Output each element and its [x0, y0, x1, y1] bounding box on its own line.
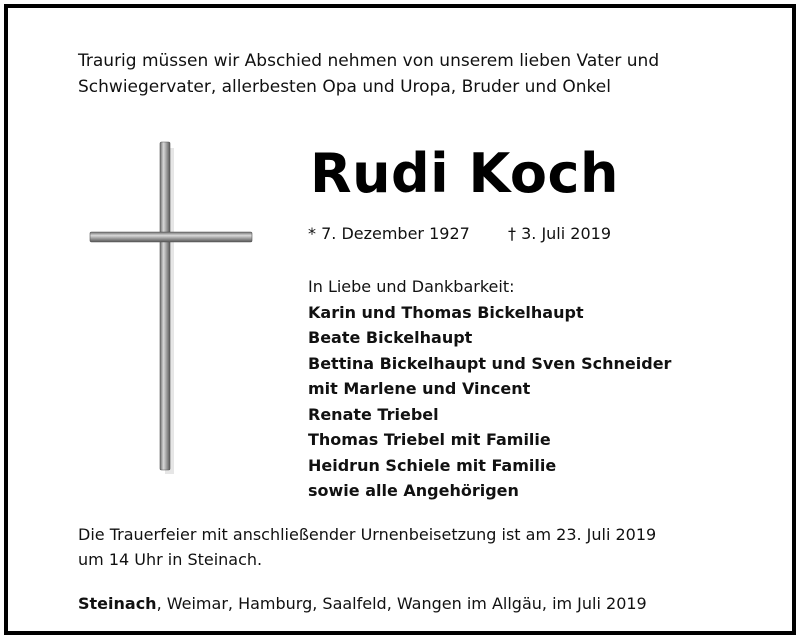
deceased-name: Rudi Koch [310, 142, 619, 205]
mourner-name: sowie alle Angehörigen [308, 481, 519, 500]
mourner-name: Renate Triebel [308, 404, 439, 424]
obituary-notice [4, 4, 796, 635]
primary-place: Steinach [78, 594, 157, 613]
mourner-name: Karin und Thomas Bickelhaupt [308, 302, 584, 322]
life-dates [308, 222, 611, 246]
ceremony-line-1: Die Trauerfeier mit anschließender Urnenbeisetzung ist am 23. Juli 2019 [78, 525, 657, 544]
ceremony-line-2: um 14 Uhr in Steinach. [78, 550, 263, 569]
intro-line-2: Schwiegervater, allerbesten Opa und Uropa, Bruder und Onkel [78, 77, 611, 97]
birth-date: * 7. Dezember 1927 [308, 224, 470, 243]
death-date: † 3. Juli 2019 [508, 224, 611, 243]
thanks-line: In Liebe und Dankbarkeit: [308, 277, 515, 296]
places-line [78, 592, 647, 616]
cross-icon [86, 138, 256, 478]
mourner-name: Heidrun Schiele mit Familie [308, 455, 557, 475]
mourner-name: Thomas Triebel mit Familie [308, 430, 551, 449]
intro-line-1: Traurig müssen wir Abschied nehmen von unserem lieben Vater und [78, 51, 660, 71]
mourner-name: mit Marlene und Vincent [308, 379, 531, 398]
other-places: , Weimar, Hamburg, Saalfeld, Wangen im Allgäu, im Juli 2019 [156, 594, 647, 613]
mourner-name: Beate Bickelhaupt [308, 328, 473, 347]
mourner-name: Bettina Bickelhaupt und Sven Schneider [308, 353, 672, 373]
intro-text [78, 48, 718, 100]
ceremony-info [78, 522, 728, 572]
mourners-list [308, 274, 671, 504]
